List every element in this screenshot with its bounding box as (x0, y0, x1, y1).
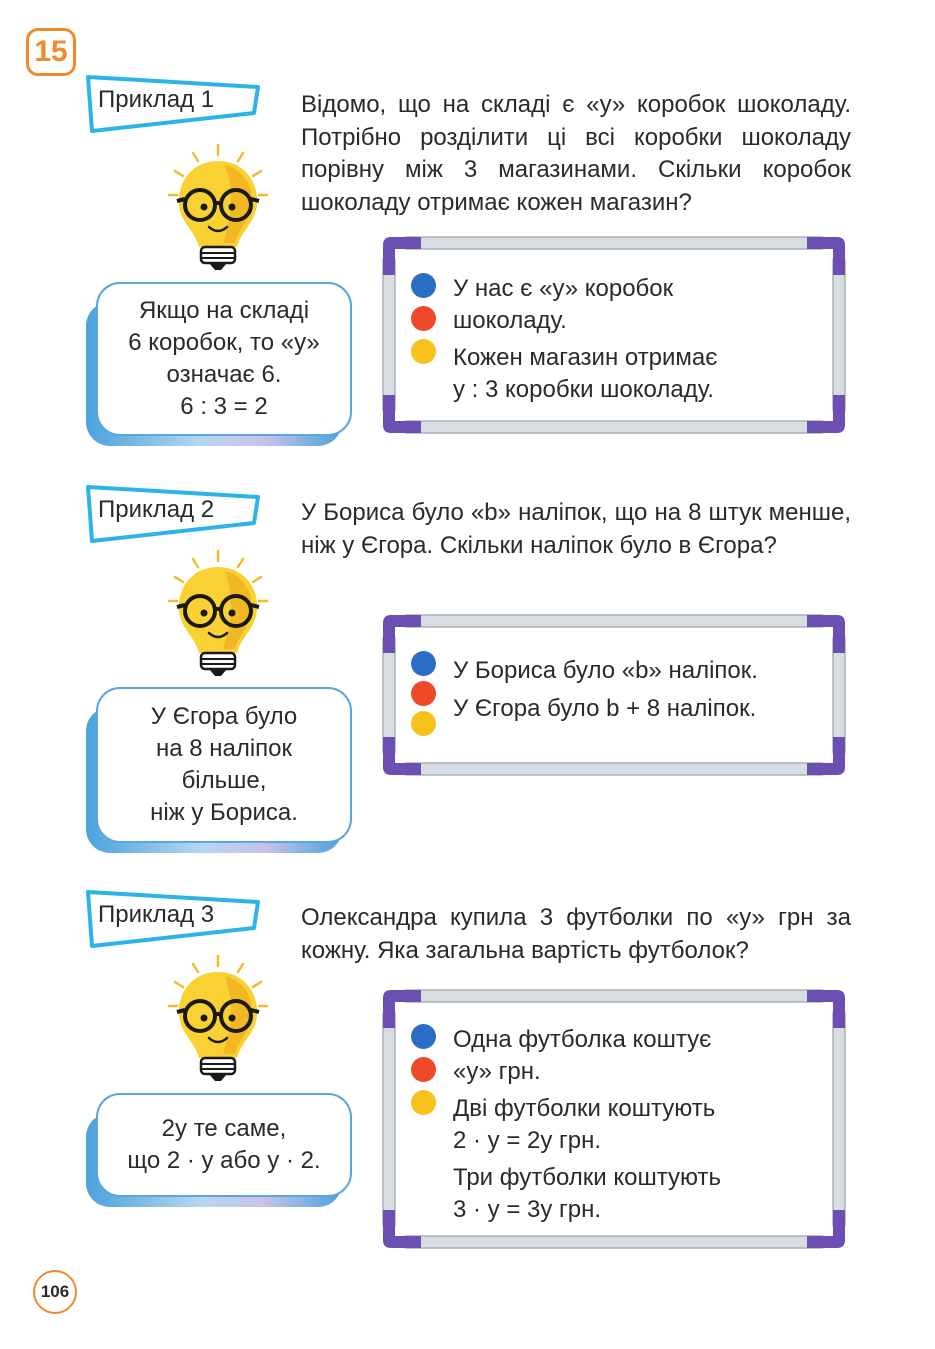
bubble-line: Якщо на складі (138, 297, 310, 324)
yellow-dot-icon (411, 711, 436, 736)
yellow-dot-icon (411, 1090, 436, 1115)
example-label (86, 483, 260, 538)
example-label-text: Приклад 2 (98, 496, 215, 523)
whiteboard (381, 235, 847, 435)
board-line: Кожен магазин отримає (453, 344, 718, 371)
blue-dot-icon (411, 1024, 436, 1049)
chapter-number-badge: 15 (26, 28, 76, 76)
hint-bubble (86, 1093, 352, 1207)
red-dot-icon (411, 306, 436, 331)
hint-bubble (86, 282, 352, 446)
example-label-text: Приклад 1 (98, 86, 215, 113)
lightbulb-mascot-icon (163, 549, 273, 684)
whiteboard (381, 613, 847, 777)
bullet-dots (411, 273, 439, 372)
bubble-line: більше, (181, 767, 267, 794)
lightbulb-mascot-icon (163, 143, 273, 278)
bullet-dots (411, 651, 439, 744)
board-line: Три футболки коштують (453, 1164, 721, 1191)
bubble-line: що 2 · у або у · 2. (127, 1147, 321, 1174)
bullet-dots (411, 1024, 439, 1123)
bubble-line: означає 6. (166, 361, 282, 388)
page-number: 106 (33, 1270, 77, 1314)
bubble-line: ніж у Бориса. (150, 799, 298, 826)
yellow-dot-icon (411, 339, 436, 364)
whiteboard (381, 988, 847, 1250)
example-label (86, 888, 260, 943)
bubble-line: 6 коробок, то «у» (128, 329, 320, 356)
bubble-line: У Єгора було (150, 703, 298, 730)
board-line: шоколаду. (453, 307, 567, 334)
board-line: Одна футболка коштує (453, 1026, 712, 1053)
red-dot-icon (411, 1057, 436, 1082)
board-line: 2 · у = 2у грн. (453, 1127, 602, 1154)
bubble-line: на 8 наліпок (155, 735, 293, 762)
bubble-line: 6 : 3 = 2 (180, 393, 268, 420)
hint-bubble (86, 687, 352, 853)
board-line: «у» грн. (453, 1058, 541, 1085)
blue-dot-icon (411, 651, 436, 676)
board-line: 3 · у = 3у грн. (453, 1196, 602, 1223)
blue-dot-icon (411, 273, 436, 298)
board-line: У Єгора було b + 8 наліпок. (453, 695, 757, 722)
lightbulb-mascot-icon (163, 954, 273, 1089)
red-dot-icon (411, 681, 436, 706)
board-line: У нас є «у» коробок (453, 275, 674, 302)
bubble-line: 2у те саме, (161, 1115, 287, 1142)
board-line: Дві футболки коштують (453, 1095, 716, 1122)
example-label (86, 73, 260, 128)
board-line: У Бориса було «b» наліпок. (453, 657, 758, 684)
example-label-text: Приклад 3 (98, 901, 215, 928)
problem-text: У Бориса було «b» наліпок, що на 8 штук менше, ніж у Єгора. Скільки наліпок було в Єгора? (301, 499, 851, 559)
problem-text: Олександра купила 3 футболки по «у» грн за кожну. Яка загальна вартість футболок? (301, 904, 851, 964)
board-line: у : 3 коробки шоколаду. (453, 376, 714, 403)
problem-text: Відомо, що на складі є «у» коробок шоколаду. Потрібно розділити ці всі коробки шоколаду порівну між 3 магазинами. Скільки коробок шоколаду отримає кожен магазин? (301, 91, 851, 216)
